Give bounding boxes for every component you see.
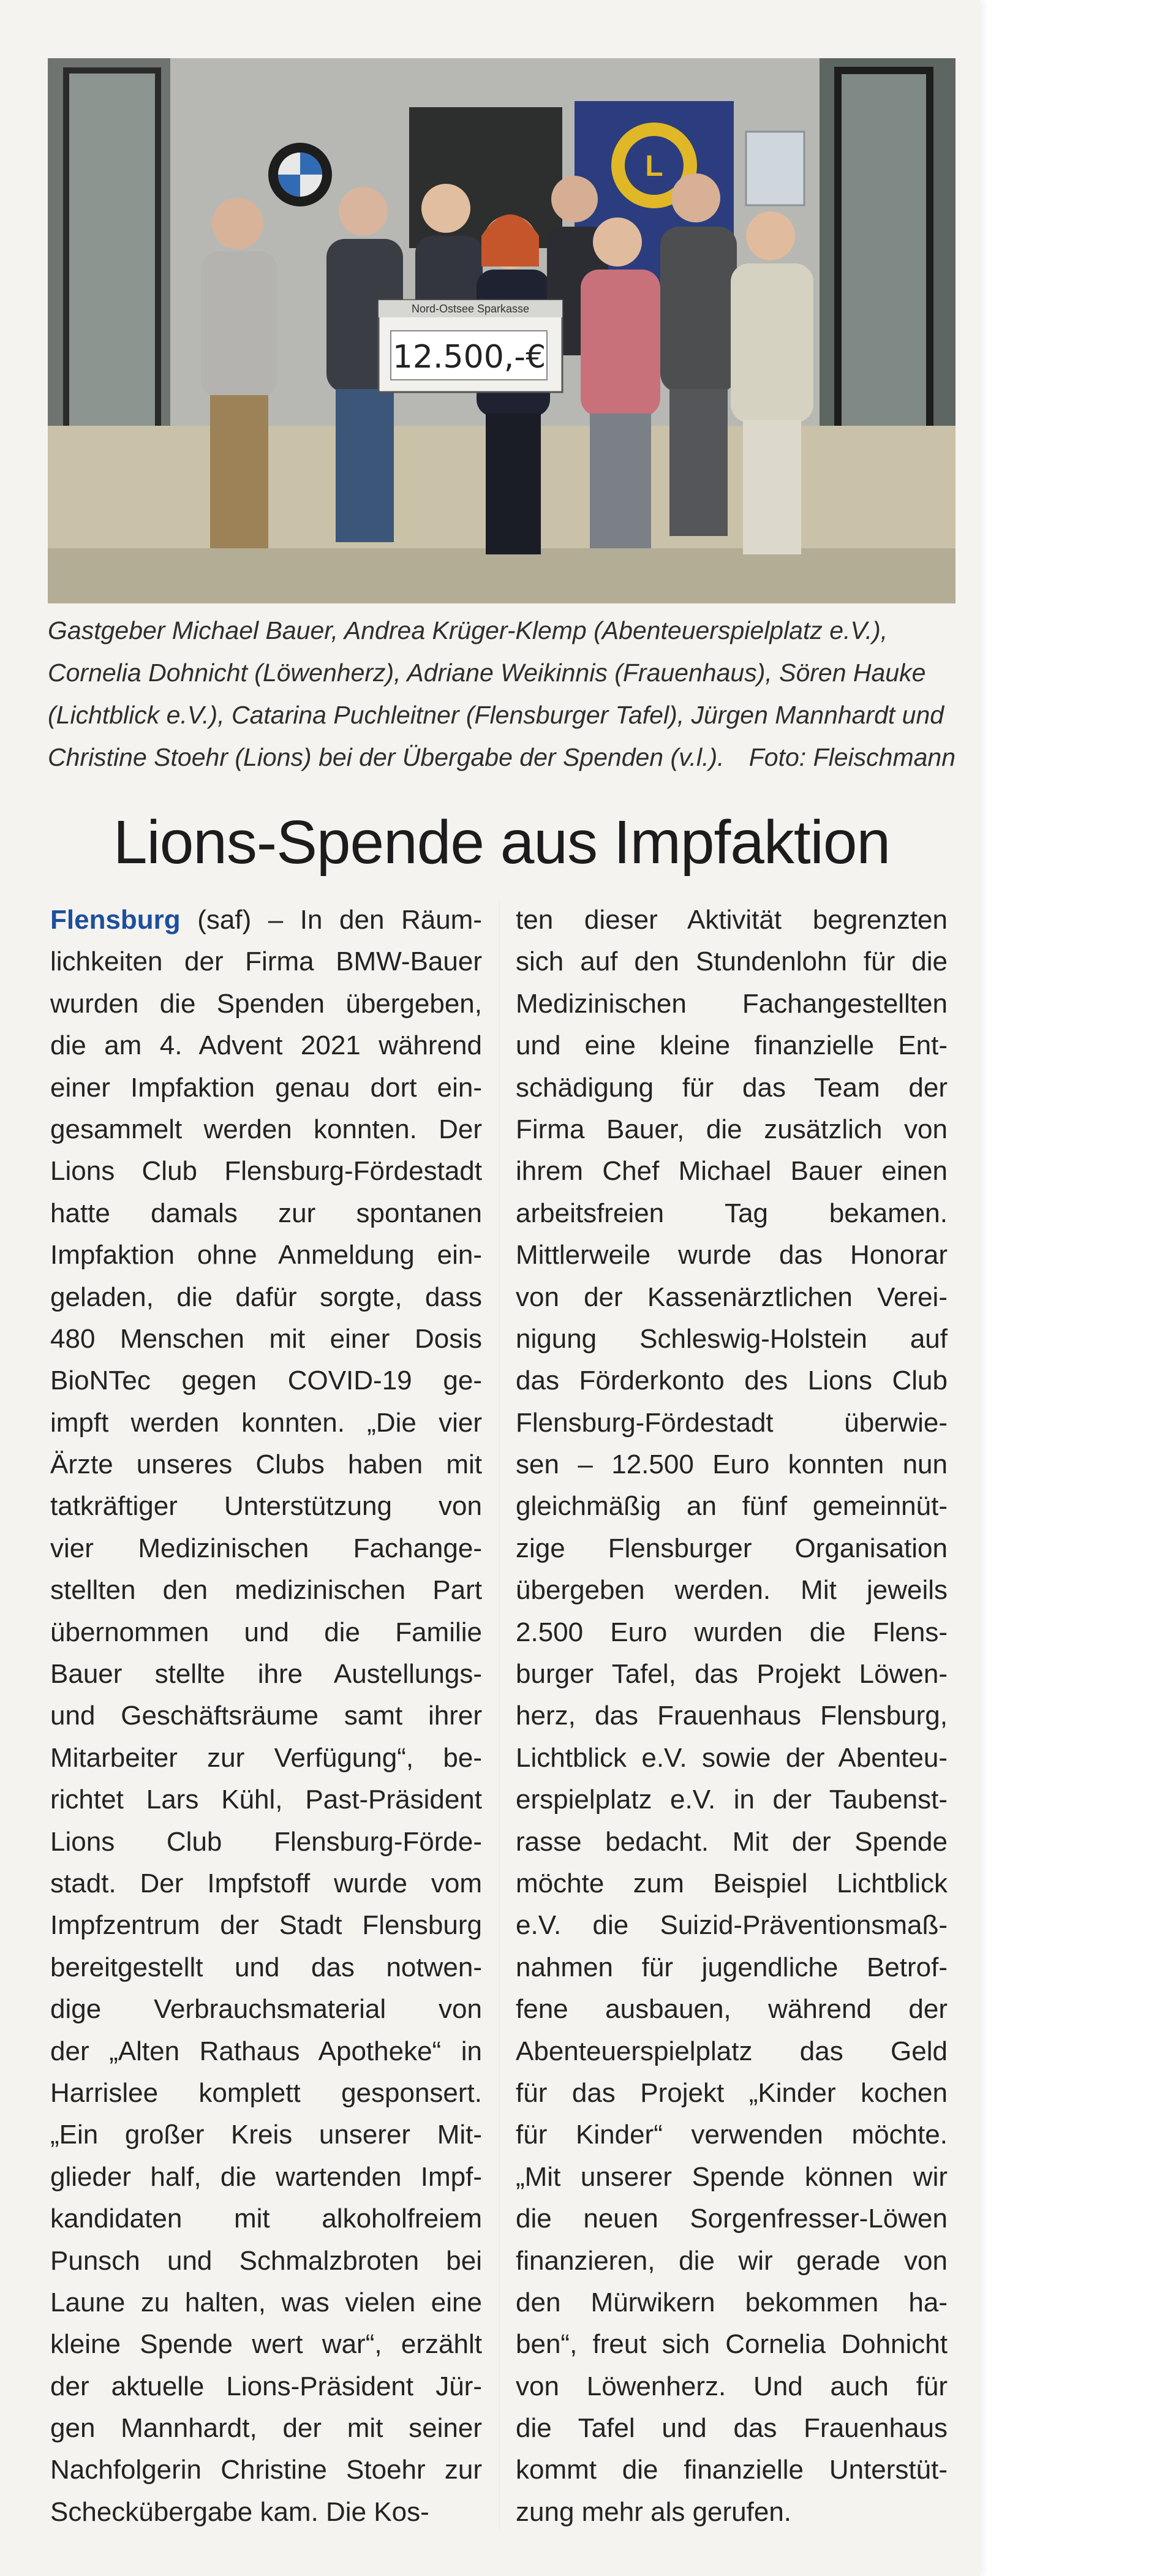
svg-text:Nord-Ostsee Sparkasse: Nord-Ostsee Sparkasse (411, 303, 530, 315)
article-line: wurden die Spenden übergeben, (50, 988, 482, 1019)
article-line: rasse bedacht. Mit der Spende (516, 1826, 948, 1857)
article-line: Flensburg-Fördestadt überwie- (516, 1407, 948, 1438)
article-line: Laune zu halten, was vielen eine (50, 2287, 482, 2317)
article-line: Mitarbeiter zur Verfügung“, be- (50, 1742, 482, 1773)
article-line: richtet Lars Kühl, Past-Präsident (50, 1785, 482, 1815)
article-line: Punsch und Schmalzbroten bei (50, 2245, 482, 2276)
dateline: Flensburg (50, 905, 181, 935)
article-line: Lions Club Flensburg-Förde- (50, 1826, 482, 1857)
article-line: hatte damals zur spontanen (50, 1198, 482, 1228)
article-line: impft werden konnten. „Die vier (50, 1407, 482, 1438)
article-line: bereitgestellt und das notwen- (50, 1952, 482, 1982)
article-line: für das Projekt „Kinder kochen (516, 2077, 948, 2108)
article-line: 2.500 Euro wurden die Flens- (516, 1617, 948, 1647)
article-photo (48, 58, 956, 603)
caption-line: Cornelia Dohnicht (Löwenherz), Adriane Weikinnis (Frauenhaus), Sören Hauke (48, 659, 926, 687)
article-line: ben“, freut sich Cornelia Dohnicht (516, 2329, 948, 2360)
article-line: den Mürwikern bekommen ha- (516, 2287, 948, 2317)
article-line: lichkeiten der Firma BMW-Bauer (50, 946, 482, 977)
article-line: übergeben werden. Mit jeweils (516, 1575, 948, 1606)
article-line: nahmen für jugendliche Betrof- (516, 1952, 948, 1982)
article-line: zung mehr als gerufen. (516, 2496, 792, 2527)
article-line: dige Verbrauchsmaterial von (50, 1994, 482, 2025)
article-line: von der Kassenärztlichen Verei- (516, 1282, 948, 1312)
article-line: gesammelt werden konnten. Der (50, 1114, 482, 1144)
article-line: tatkräftiger Unterstützung von (50, 1491, 482, 1522)
photo-credit: Foto: Fleischmann (748, 743, 956, 771)
article-line: die am 4. Advent 2021 während (50, 1030, 482, 1061)
article-line: von Löwenherz. Und auch für (516, 2371, 948, 2401)
caption-line-text: Christine Stoehr (Lions) bei der Übergabe der Spenden (v.l.). (48, 743, 725, 771)
article-line: Scheckübergabe kam. Die Kos- (50, 2496, 429, 2527)
article-column-right (516, 899, 948, 2533)
article-line: nigung Schleswig-Holstein auf (516, 1323, 948, 1354)
article-line: 480 Menschen mit einer Dosis (50, 1323, 482, 1354)
article-line: möchte zum Beispiel Lichtblick (516, 1868, 948, 1898)
article-line: kommt die finanzielle Unterstüt- (516, 2455, 948, 2485)
article-line: Impfaktion ohne Anmeldung ein- (50, 1240, 482, 1271)
article-line: Nachfolgerin Christine Stoehr zur (50, 2455, 482, 2485)
cheque (379, 300, 562, 392)
photo-caption (48, 610, 956, 779)
article-line: „Mit unserer Spende können wir (516, 2161, 948, 2192)
article-line: die neuen Sorgenfresser-Löwen (516, 2204, 948, 2234)
article-line: geladen, die dafür sorgte, dass (50, 1282, 482, 1312)
article-line: ten dieser Aktivität begrenzten (516, 905, 948, 935)
article-line: zige Flensburger Organisation (516, 1533, 948, 1563)
article-line: Mittlerweile wurde das Honorar (516, 1240, 948, 1271)
article-line: Bauer stellte ihre Austellungs- (50, 1659, 482, 1690)
article-line: einer Impfaktion genau dort ein- (50, 1072, 482, 1103)
article-line: kleine Spende wert war“, erzählt (50, 2329, 482, 2360)
article-line: herz, das Frauenhaus Flensburg, (516, 1701, 948, 1731)
svg-text:12.500,-€: 12.500,-€ (392, 339, 546, 376)
bmw-logo-icon (268, 143, 332, 206)
article-line: sen – 12.500 Euro konnten nun (516, 1449, 948, 1480)
article-line: gleichmäßig an fünf gemeinnüt- (516, 1491, 948, 1522)
article-line: Abenteuerspielplatz das Geld (516, 2036, 948, 2066)
article-line: Lions Club Flensburg-Fördestadt (50, 1156, 482, 1187)
article-line: e.V. die Suizid-Präventionsmaß- (516, 1910, 948, 1941)
article-line: BioNTec gegen COVID-19 ge- (50, 1365, 482, 1396)
article-line: Ärzte unseres Clubs haben mit (50, 1449, 482, 1480)
article-line-first (50, 899, 482, 941)
article-line: kandidaten mit alkoholfreiem (50, 2204, 482, 2234)
article-line: arbeitsfreien Tag bekamen. (516, 1198, 948, 1228)
article-line: gen Mannhardt, der mit seiner (50, 2413, 482, 2444)
article-line: Impfzentrum der Stadt Flensburg (50, 1910, 482, 1941)
caption-line: Gastgeber Michael Bauer, Andrea Krüger-Klemp (Abenteuerspielplatz e.V.), (48, 616, 888, 644)
article-line: für Kinder“ verwenden möchte. (516, 2120, 948, 2150)
article-line: Harrislee komplett gesponsert. (50, 2077, 482, 2108)
article-line: vier Medizinischen Fachange- (50, 1533, 482, 1563)
article-line: Medizinischen Fachangestellten (516, 988, 948, 1019)
article-line: finanzieren, die wir gerade von (516, 2245, 948, 2276)
article-line: der „Alten Rathaus Apotheke“ in (50, 2036, 482, 2066)
article-line: der aktuelle Lions-Präsident Jür- (50, 2371, 482, 2401)
article-line: das Förderkonto des Lions Club (516, 1365, 948, 1396)
svg-text:L: L (645, 150, 663, 183)
article-column-left (50, 899, 482, 2533)
article-line: stellten den medizinischen Part (50, 1575, 482, 1606)
group-photo-illustration (48, 58, 956, 603)
article-line: burger Tafel, das Projekt Löwen- (516, 1659, 948, 1690)
article-line: sich auf den Stundenlohn für die (516, 946, 948, 977)
article-line: „Ein großer Kreis unserer Mit- (50, 2120, 482, 2150)
article-line: ihrem Chef Michael Bauer einen (516, 1156, 948, 1187)
caption-line: (Lichtblick e.V.), Catarina Puchleitner (Flensburger Tafel), Jürgen Mannhardt und (48, 701, 944, 729)
article-line: Firma Bauer, die zusätzlich von (516, 1114, 948, 1144)
article-line: die Tafel und das Frauenhaus (516, 2413, 948, 2444)
article-headline: Lions-Spende aus Impfaktion (113, 808, 891, 877)
article-line: Lichtblick e.V. sowie der Abenteu- (516, 1742, 948, 1773)
article-line: glieder half, die wartenden Impf- (50, 2161, 482, 2192)
caption-line (48, 736, 956, 779)
article-line: stadt. Der Impfstoff wurde vom (50, 1868, 482, 1898)
article-line: schädigung für das Team der (516, 1072, 948, 1103)
column-divider (499, 901, 500, 2530)
article-line: erspielplatz e.V. in der Taubenst- (516, 1785, 948, 1815)
article-line: und Geschäftsräume samt ihrer (50, 1701, 482, 1731)
article-line: fene ausbauen, während der (516, 1994, 948, 2025)
article-line: und eine kleine finanzielle Ent- (516, 1030, 948, 1061)
dateline-rest: (saf) – In den Räum- (180, 905, 482, 935)
article-line: übernommen und die Familie (50, 1617, 482, 1647)
